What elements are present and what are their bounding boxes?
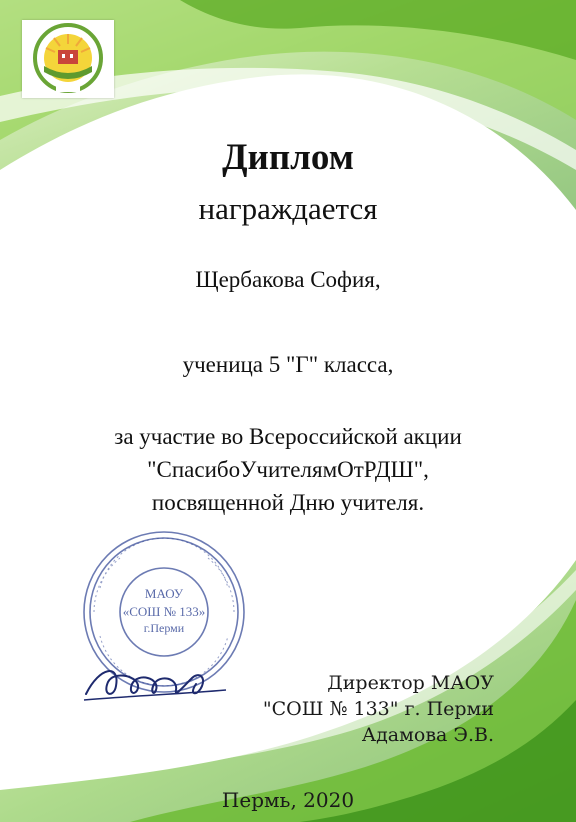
diploma-subtitle: награждается bbox=[198, 191, 378, 226]
recipient-name: Щербакова София, bbox=[195, 267, 381, 292]
diploma-title: Диплом bbox=[222, 137, 354, 178]
school-emblem-icon bbox=[22, 20, 114, 98]
signatory-line: Адамова Э.В. bbox=[361, 724, 494, 746]
award-reason-line: "СпасибоУчителямОтРДШ", bbox=[147, 457, 429, 482]
school-logo bbox=[22, 20, 114, 98]
director-signature bbox=[80, 656, 230, 706]
stamp-line: «СОШ № 133» bbox=[122, 604, 206, 619]
signatory-line: Директор МАОУ bbox=[327, 672, 494, 694]
award-reason-line: посвященной Дню учителя. bbox=[151, 490, 425, 515]
stamp-line: МАОУ bbox=[144, 586, 184, 601]
recipient-grade: ученица 5 "Г" класса, bbox=[182, 352, 394, 377]
signatory-line: "СОШ № 133" г. Перми bbox=[262, 698, 494, 720]
award-reason-line: за участие во Всероссийской акции bbox=[114, 424, 462, 449]
signatory-block bbox=[263, 670, 494, 748]
city-year: Пермь, 2020 bbox=[221, 788, 355, 812]
stamp-line: г.Перми bbox=[143, 621, 185, 635]
award-reason bbox=[0, 420, 576, 519]
